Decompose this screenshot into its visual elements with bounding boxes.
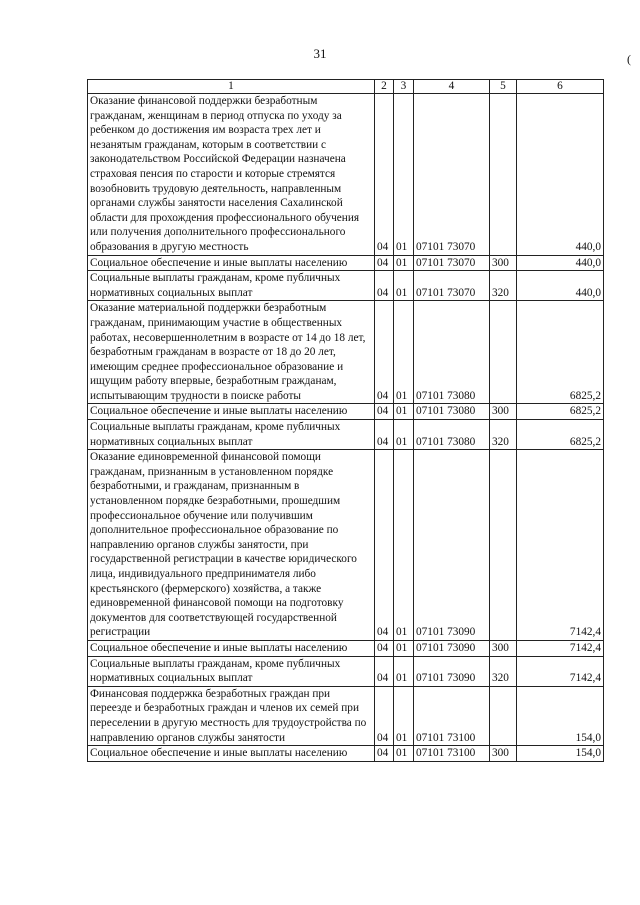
amount-cell: 6825,2 bbox=[517, 404, 604, 420]
table-row bbox=[88, 271, 604, 301]
column-header: 6 bbox=[517, 80, 604, 94]
expense-type-cell: 300 bbox=[490, 640, 517, 656]
target-item-cell: 07101 73080 bbox=[414, 301, 490, 404]
section-code-cell: 04 bbox=[375, 255, 394, 271]
amount-cell: 7142,4 bbox=[517, 640, 604, 656]
amount-cell: 440,0 bbox=[517, 255, 604, 271]
section-code-cell: 04 bbox=[375, 640, 394, 656]
subsection-code-cell: 01 bbox=[394, 255, 414, 271]
row-name-cell: Социальное обеспечение и иные выплаты населению bbox=[88, 746, 375, 762]
target-item-cell: 07101 73090 bbox=[414, 450, 490, 641]
table-row bbox=[88, 94, 604, 256]
subsection-code-cell: 01 bbox=[394, 301, 414, 404]
table-row bbox=[88, 404, 604, 420]
expense-type-cell: 300 bbox=[490, 746, 517, 762]
row-name-cell: Оказание материальной поддержки безработным гражданам, принимающим участие в общественных работах, несовершеннолетним в возрасте от 14 до 18 лет, безработным гражданам в возрасте от 18 до 20 лет, имеющим среднее профессиональное образование и ищущим работу впервые, безработным гражданам, испытывающим трудности в поиске работы bbox=[88, 301, 375, 404]
expense-type-cell bbox=[490, 450, 517, 641]
subsection-code-cell: 01 bbox=[394, 640, 414, 656]
section-code-cell: 04 bbox=[375, 301, 394, 404]
corner-mark: ( bbox=[627, 52, 631, 66]
table-row bbox=[88, 686, 604, 745]
subsection-code-cell: 01 bbox=[394, 656, 414, 686]
amount-cell: 440,0 bbox=[517, 94, 604, 256]
table-row bbox=[88, 746, 604, 762]
row-name-cell: Социальное обеспечение и иные выплаты населению bbox=[88, 255, 375, 271]
target-item-cell: 07101 73070 bbox=[414, 255, 490, 271]
budget-table bbox=[87, 79, 604, 762]
expense-type-cell bbox=[490, 301, 517, 404]
expense-type-cell: 320 bbox=[490, 271, 517, 301]
expense-type-cell: 320 bbox=[490, 656, 517, 686]
row-name-cell: Социальные выплаты гражданам, кроме публичных нормативных социальных выплат bbox=[88, 271, 375, 301]
row-name-cell: Оказание финансовой поддержки безработным гражданам, женщинам в период отпуска по уходу за ребенком до достижения им возраста трех лет и незанятым гражданам, которым в соответствии с законодательством Российской Федерации назначена страховая пенсия по старости и которые стремятся возобновить трудовую деятельность, направленным органами службы занятости населения Сахалинской области для прохождения профессионального обучения или получения дополнительного профессионального образования в другую местность bbox=[88, 94, 375, 256]
target-item-cell: 07101 73090 bbox=[414, 640, 490, 656]
subsection-code-cell: 01 bbox=[394, 94, 414, 256]
expense-type-cell bbox=[490, 686, 517, 745]
target-item-cell: 07101 73080 bbox=[414, 420, 490, 450]
amount-cell: 7142,4 bbox=[517, 656, 604, 686]
column-header: 4 bbox=[414, 80, 490, 94]
column-header: 1 bbox=[88, 80, 375, 94]
subsection-code-cell: 01 bbox=[394, 686, 414, 745]
row-name-cell: Социальные выплаты гражданам, кроме публичных нормативных социальных выплат bbox=[88, 420, 375, 450]
table-row bbox=[88, 255, 604, 271]
table-header-row bbox=[88, 80, 604, 94]
amount-cell: 6825,2 bbox=[517, 301, 604, 404]
section-code-cell: 04 bbox=[375, 450, 394, 641]
expense-type-cell: 300 bbox=[490, 255, 517, 271]
table-row bbox=[88, 450, 604, 641]
amount-cell: 6825,2 bbox=[517, 420, 604, 450]
amount-cell: 7142,4 bbox=[517, 450, 604, 641]
section-code-cell: 04 bbox=[375, 746, 394, 762]
section-code-cell: 04 bbox=[375, 271, 394, 301]
expense-type-cell: 320 bbox=[490, 420, 517, 450]
target-item-cell: 07101 73070 bbox=[414, 271, 490, 301]
target-item-cell: 07101 73080 bbox=[414, 404, 490, 420]
expense-type-cell bbox=[490, 94, 517, 256]
page-number: 31 bbox=[313, 46, 327, 61]
target-item-cell: 07101 73100 bbox=[414, 746, 490, 762]
subsection-code-cell: 01 bbox=[394, 746, 414, 762]
subsection-code-cell: 01 bbox=[394, 450, 414, 641]
row-name-cell: Социальное обеспечение и иные выплаты населению bbox=[88, 404, 375, 420]
table-row bbox=[88, 640, 604, 656]
target-item-cell: 07101 73100 bbox=[414, 686, 490, 745]
expense-type-cell: 300 bbox=[490, 404, 517, 420]
amount-cell: 154,0 bbox=[517, 746, 604, 762]
row-name-cell: Финансовая поддержка безработных граждан при переезде и безработных граждан и членов их семей при переселении в другую местность для трудоустройства по направлению органов службы занятости bbox=[88, 686, 375, 745]
target-item-cell: 07101 73070 bbox=[414, 94, 490, 256]
section-code-cell: 04 bbox=[375, 420, 394, 450]
amount-cell: 440,0 bbox=[517, 271, 604, 301]
table-row bbox=[88, 420, 604, 450]
column-header: 3 bbox=[394, 80, 414, 94]
table-row bbox=[88, 656, 604, 686]
amount-cell: 154,0 bbox=[517, 686, 604, 745]
row-name-cell: Оказание единовременной финансовой помощи гражданам, признанным в установленном порядке безработными, и гражданам, признанным в установленном порядке безработными, прошедшим профессиональное обучение или получившим дополнительное профессиональное образование по направлению органов службы занятости, при государственной регистрации в качестве юридического лица, индивидуального предпринимателя либо крестьянского (фермерского) хозяйства, а также единовременной финансовой помощи на подготовку документов для соответствующей государственной регистрации bbox=[88, 450, 375, 641]
target-item-cell: 07101 73090 bbox=[414, 656, 490, 686]
section-code-cell: 04 bbox=[375, 686, 394, 745]
row-name-cell: Социальные выплаты гражданам, кроме публичных нормативных социальных выплат bbox=[88, 656, 375, 686]
column-header: 5 bbox=[490, 80, 517, 94]
row-name-cell: Социальное обеспечение и иные выплаты населению bbox=[88, 640, 375, 656]
subsection-code-cell: 01 bbox=[394, 271, 414, 301]
subsection-code-cell: 01 bbox=[394, 420, 414, 450]
section-code-cell: 04 bbox=[375, 656, 394, 686]
section-code-cell: 04 bbox=[375, 404, 394, 420]
subsection-code-cell: 01 bbox=[394, 404, 414, 420]
section-code-cell: 04 bbox=[375, 94, 394, 256]
column-header: 2 bbox=[375, 80, 394, 94]
table-row bbox=[88, 301, 604, 404]
